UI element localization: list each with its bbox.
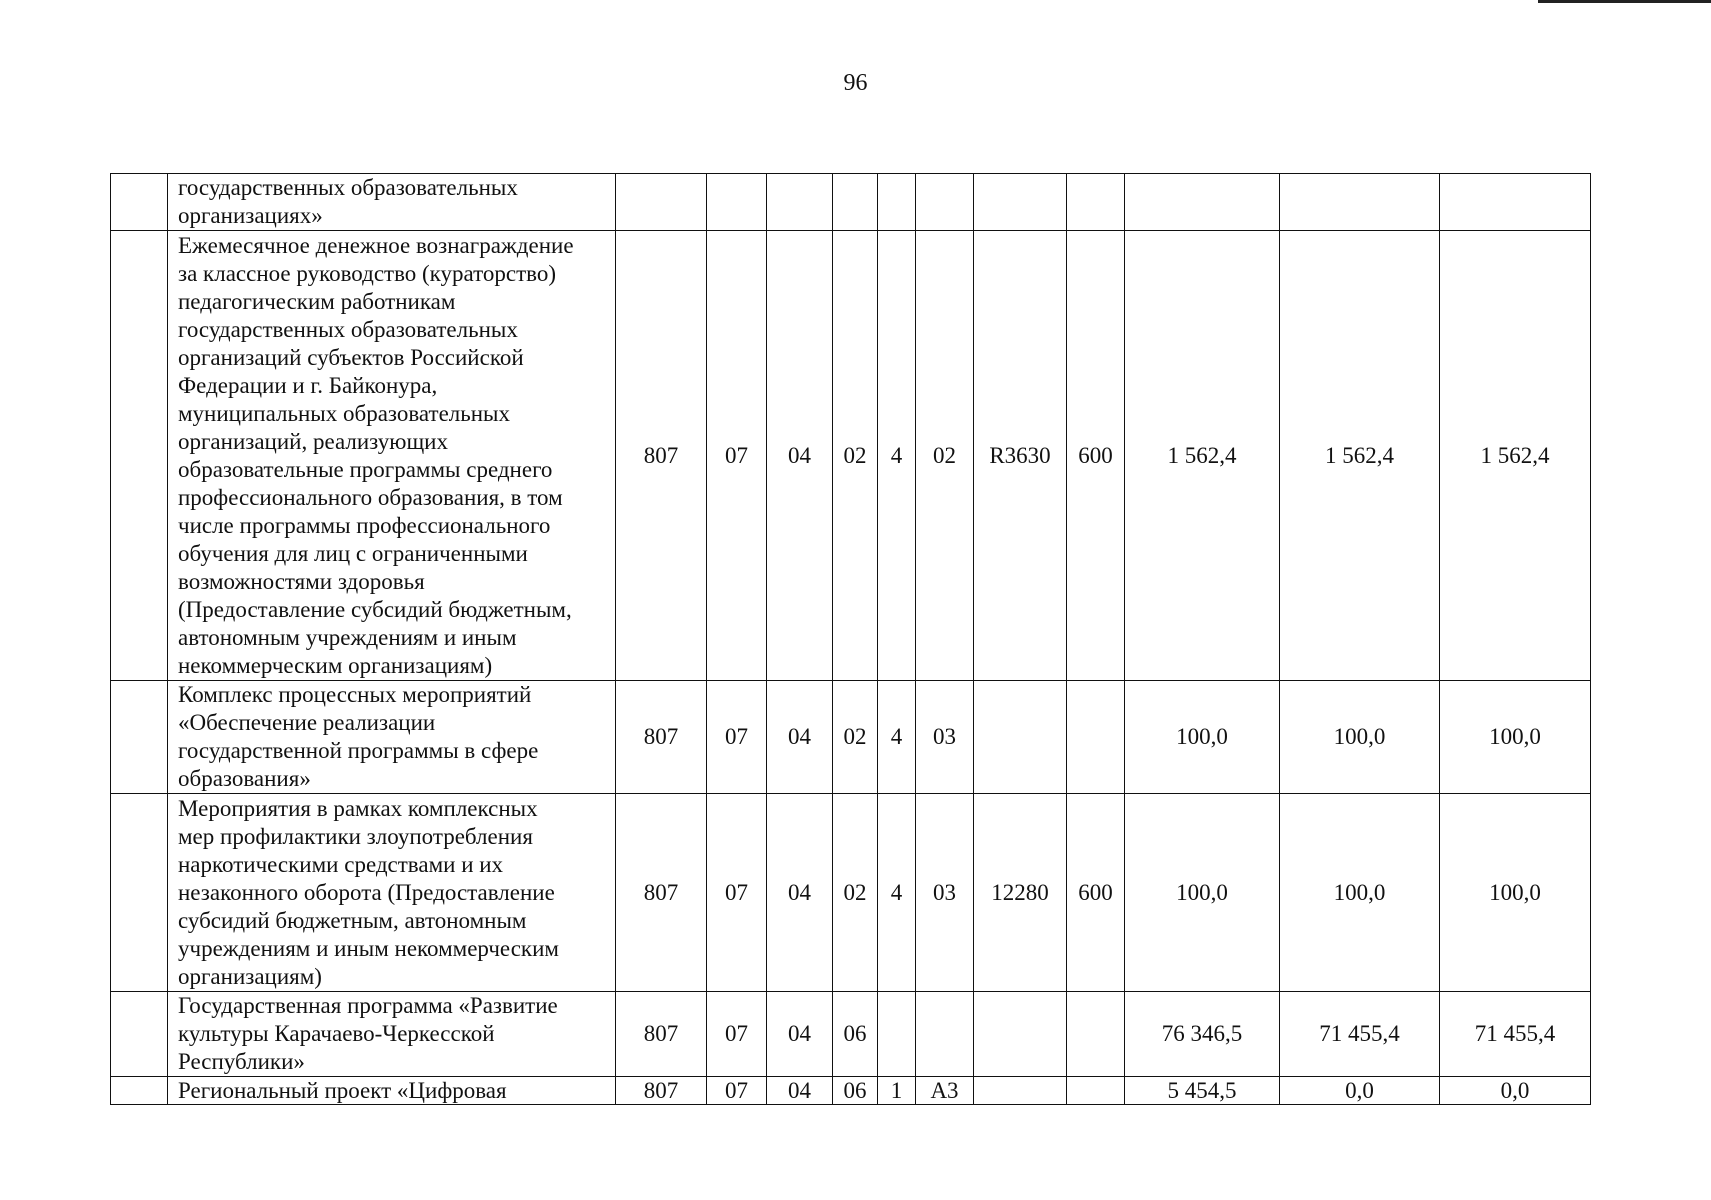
- amount-year-1-cell: [1125, 174, 1280, 231]
- ministry-code-cell: 807: [616, 1077, 707, 1105]
- amount-year-1-cell: 5 454,5: [1125, 1077, 1280, 1105]
- program-code-cell: 06: [833, 1077, 878, 1105]
- expense-type-cell: [1067, 681, 1125, 794]
- program-code-cell: 06: [833, 992, 878, 1077]
- activity-code-cell: [916, 992, 974, 1077]
- ministry-code-cell: 807: [616, 681, 707, 794]
- program-code-cell: 02: [833, 681, 878, 794]
- amount-year-2-cell: 100,0: [1280, 681, 1440, 794]
- top-edge-rule: [1538, 0, 1711, 3]
- direction-code-cell: [974, 992, 1067, 1077]
- amount-year-2-cell: 71 455,4: [1280, 992, 1440, 1077]
- direction-code-cell: [974, 681, 1067, 794]
- section-code-cell: 07: [707, 681, 767, 794]
- row-number-cell: [111, 231, 168, 681]
- subprogram-code-cell: [878, 992, 916, 1077]
- activity-code-cell: 03: [916, 794, 974, 992]
- program-code-cell: 02: [833, 231, 878, 681]
- program-code-cell: 02: [833, 794, 878, 992]
- amount-year-2-cell: 100,0: [1280, 794, 1440, 992]
- amount-year-2-cell: 1 562,4: [1280, 231, 1440, 681]
- amount-year-3-cell: [1440, 174, 1591, 231]
- expense-type-cell: [1067, 992, 1125, 1077]
- ministry-code-cell: 807: [616, 992, 707, 1077]
- row-number-cell: [111, 1077, 168, 1105]
- row-number-cell: [111, 794, 168, 992]
- section-code-cell: 07: [707, 794, 767, 992]
- amount-year-1-cell: 100,0: [1125, 794, 1280, 992]
- table-row: [111, 681, 1591, 794]
- subsection-code-cell: [767, 174, 833, 231]
- subsection-code-cell: 04: [767, 231, 833, 681]
- activity-code-cell: 02: [916, 231, 974, 681]
- subsection-code-cell: 04: [767, 794, 833, 992]
- ministry-code-cell: 807: [616, 794, 707, 992]
- budget-table: [110, 173, 1591, 1105]
- amount-year-3-cell: 100,0: [1440, 681, 1591, 794]
- activity-code-cell: 03: [916, 681, 974, 794]
- section-code-cell: [707, 174, 767, 231]
- activity-code-cell: [916, 174, 974, 231]
- direction-code-cell: [974, 174, 1067, 231]
- subprogram-code-cell: 4: [878, 681, 916, 794]
- row-number-cell: [111, 174, 168, 231]
- amount-year-3-cell: 1 562,4: [1440, 231, 1591, 681]
- item-name-cell: государственных образовательных организациях»: [168, 174, 616, 231]
- item-name-cell: Государственная программа «Развитие культуры Карачаево-Черкесской Республики»: [168, 992, 616, 1077]
- amount-year-3-cell: 100,0: [1440, 794, 1591, 992]
- direction-code-cell: R3630: [974, 231, 1067, 681]
- table-row: [111, 794, 1591, 992]
- amount-year-2-cell: [1280, 174, 1440, 231]
- expense-type-cell: 600: [1067, 794, 1125, 992]
- subprogram-code-cell: [878, 174, 916, 231]
- ministry-code-cell: 807: [616, 231, 707, 681]
- section-code-cell: 07: [707, 231, 767, 681]
- expense-type-cell: [1067, 174, 1125, 231]
- amount-year-2-cell: 0,0: [1280, 1077, 1440, 1105]
- activity-code-cell: А3: [916, 1077, 974, 1105]
- amount-year-1-cell: 100,0: [1125, 681, 1280, 794]
- section-code-cell: 07: [707, 1077, 767, 1105]
- subprogram-code-cell: 4: [878, 794, 916, 992]
- subprogram-code-cell: 4: [878, 231, 916, 681]
- table-row: [111, 992, 1591, 1077]
- program-code-cell: [833, 174, 878, 231]
- table-row: [111, 1077, 1591, 1105]
- table-row: [111, 174, 1591, 231]
- amount-year-1-cell: 1 562,4: [1125, 231, 1280, 681]
- subsection-code-cell: 04: [767, 992, 833, 1077]
- amount-year-1-cell: 76 346,5: [1125, 992, 1280, 1077]
- subsection-code-cell: 04: [767, 681, 833, 794]
- row-number-cell: [111, 681, 168, 794]
- expense-type-cell: 600: [1067, 231, 1125, 681]
- table-row: [111, 231, 1591, 681]
- item-name-cell: Комплекс процессных мероприятий «Обеспечение реализации государственной программы в сфере образования»: [168, 681, 616, 794]
- ministry-code-cell: [616, 174, 707, 231]
- row-number-cell: [111, 992, 168, 1077]
- expense-type-cell: [1067, 1077, 1125, 1105]
- page-number: 96: [843, 70, 868, 96]
- direction-code-cell: 12280: [974, 794, 1067, 992]
- amount-year-3-cell: 0,0: [1440, 1077, 1591, 1105]
- subsection-code-cell: 04: [767, 1077, 833, 1105]
- item-name-cell: Мероприятия в рамках комплексных мер профилактики злоупотребления наркотическими средствами и их незаконного оборота (Предоставление субсидий бюджетным, автономным учреждениям и иным некоммерческим организациям): [168, 794, 616, 992]
- direction-code-cell: [974, 1077, 1067, 1105]
- item-name-cell: Региональный проект «Цифровая: [168, 1077, 616, 1105]
- item-name-cell: Ежемесячное денежное вознаграждение за классное руководство (кураторство) педагогическим работникам государственных образовательных организаций субъектов Российской Федерации и г. Байконура, муниципальных образовательных организаций, реализующих образовательные программы среднего профессионального образования, в том числе программы профессионального обучения для лиц с ограниченными возможностями здоровья (Предоставление субсидий бюджетным, автономным учреждениям и иным некоммерческим организациям): [168, 231, 616, 681]
- subprogram-code-cell: 1: [878, 1077, 916, 1105]
- section-code-cell: 07: [707, 992, 767, 1077]
- amount-year-3-cell: 71 455,4: [1440, 992, 1591, 1077]
